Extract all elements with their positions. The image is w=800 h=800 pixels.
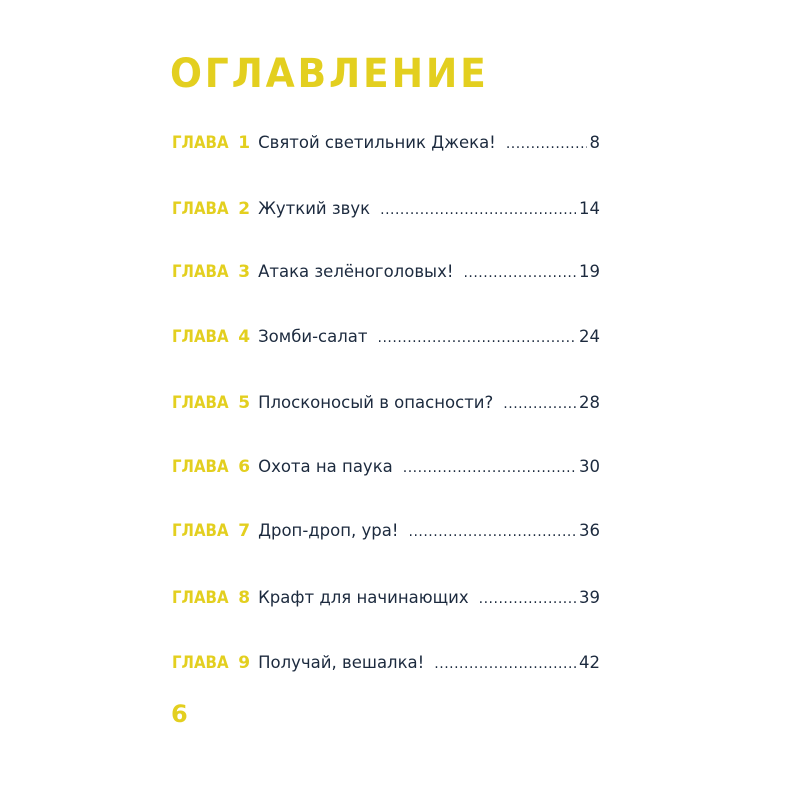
chapter-label: ГЛАВА	[172, 327, 229, 347]
toc-entry-4[interactable]	[172, 327, 600, 357]
chapter-title: Охота на паука	[258, 457, 393, 476]
chapter-number: 7	[238, 521, 251, 541]
chapter-label: ГЛАВА	[172, 457, 229, 477]
chapter-title: Дроп-дроп, ура!	[258, 521, 399, 540]
chapter-page: 14	[579, 199, 600, 218]
chapter-title: Жуткий звук	[258, 199, 371, 218]
chapter-title: Плосконосый в опасности?	[258, 393, 494, 412]
chapter-page: 19	[579, 262, 600, 281]
toc-entry-7[interactable]	[172, 521, 600, 551]
chapter-label: ГЛАВА	[172, 521, 229, 541]
chapter-title: Зомби-салат	[258, 327, 368, 346]
toc-entry-2[interactable]	[172, 199, 600, 229]
dot-leader	[380, 202, 576, 218]
dot-leader	[378, 330, 576, 346]
chapter-page: 28	[579, 393, 600, 412]
chapter-number: 2	[238, 199, 251, 219]
chapter-number: 3	[238, 262, 251, 282]
chapter-title: Атака зелёноголовых!	[258, 262, 454, 281]
chapter-number: 6	[238, 457, 251, 477]
dot-leader	[434, 656, 576, 672]
dot-leader	[463, 265, 576, 281]
chapter-page: 39	[579, 588, 600, 607]
toc-entry-3[interactable]	[172, 262, 600, 292]
toc-entry-6[interactable]	[172, 457, 600, 487]
chapter-label: ГЛАВА	[172, 262, 229, 282]
chapter-label: ГЛАВА	[172, 133, 229, 153]
page-title: ОГЛАВЛЕНИЕ	[170, 51, 489, 97]
chapter-label: ГЛАВА	[172, 393, 229, 413]
chapter-page: 8	[589, 133, 600, 152]
dot-leader	[403, 460, 576, 476]
chapter-page: 30	[579, 457, 600, 476]
chapter-label: ГЛАВА	[172, 653, 229, 673]
dot-leader	[409, 524, 577, 540]
chapter-page: 42	[579, 653, 600, 672]
chapter-title: Святой светильник Джека!	[258, 133, 496, 152]
dot-leader	[479, 591, 576, 607]
toc-entry-8[interactable]	[172, 588, 600, 618]
dot-leader	[506, 136, 587, 152]
chapter-number: 8	[238, 588, 251, 608]
chapter-title: Крафт для начинающих	[258, 588, 469, 607]
chapter-number: 5	[238, 393, 251, 413]
chapter-page: 36	[579, 521, 600, 540]
chapter-label: ГЛАВА	[172, 199, 229, 219]
chapter-number: 4	[238, 327, 251, 347]
toc-entry-9[interactable]	[172, 653, 600, 683]
chapter-page: 24	[579, 327, 600, 346]
chapter-label: ГЛАВА	[172, 588, 229, 608]
chapter-number: 1	[238, 133, 251, 153]
chapter-title: Получай, вешалка!	[258, 653, 425, 672]
page-number: 6	[171, 700, 188, 728]
dot-leader	[503, 396, 576, 412]
toc-entry-1[interactable]	[172, 133, 600, 163]
chapter-number: 9	[238, 653, 251, 673]
toc-entry-5[interactable]	[172, 393, 600, 423]
